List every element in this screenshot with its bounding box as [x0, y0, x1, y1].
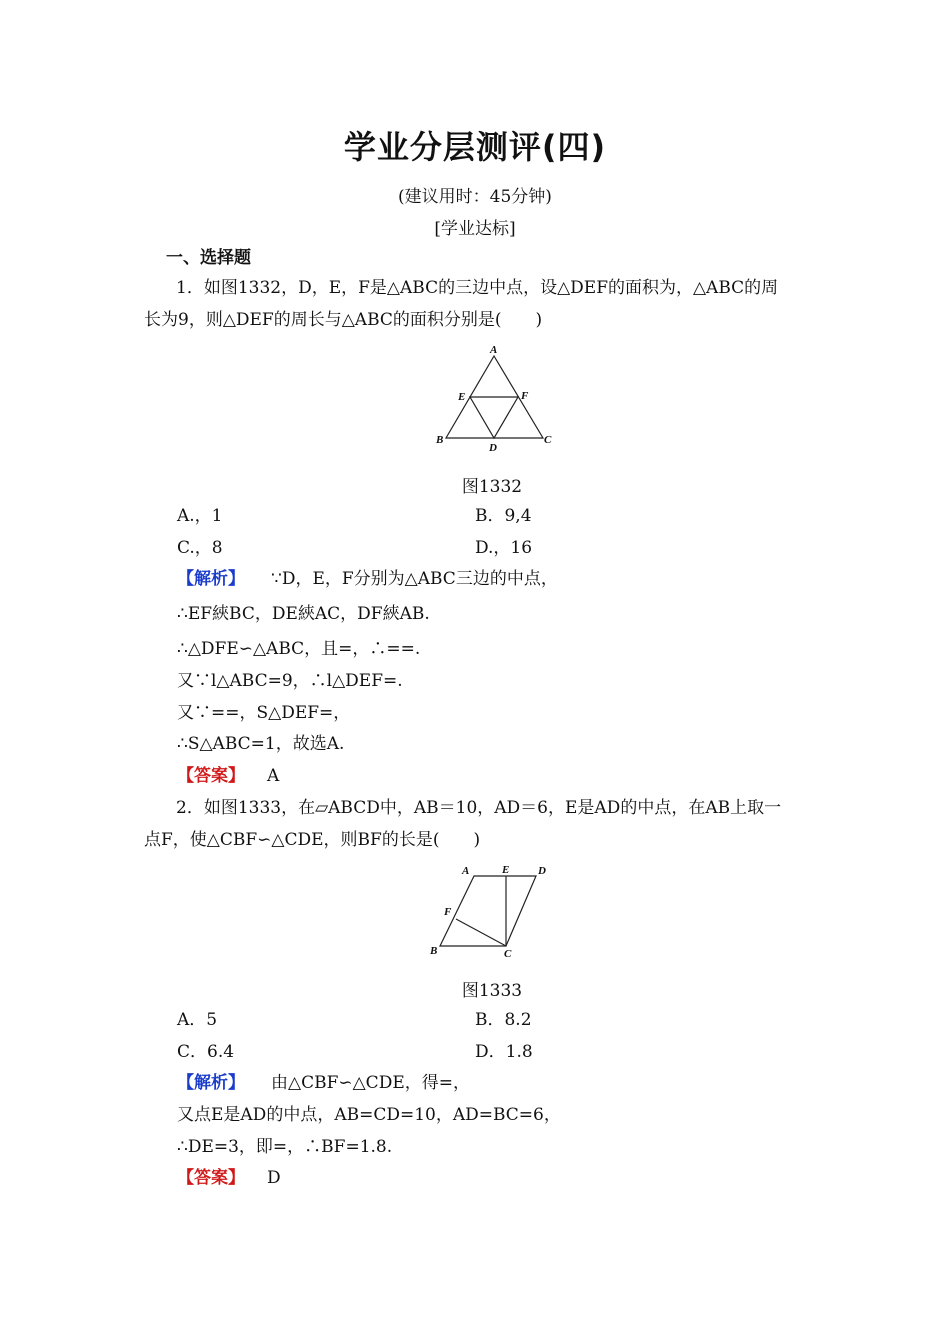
q1-answer: A: [267, 766, 280, 786]
page-title: 学业分层测评(四): [343, 128, 607, 166]
fig2-label-c: C: [504, 948, 512, 960]
q1-analysis-line: ∴S△ABC=1，故选A.: [177, 734, 345, 754]
time-note: (建议用时：45分钟): [398, 187, 552, 207]
q2-option-a: A．5: [177, 1010, 218, 1030]
parallelogram-abcd: [440, 876, 536, 946]
q2-answer-tag: 【答案】: [177, 1168, 245, 1188]
q2-analysis-line: ∴DE=3，即=，∴BF=1.8.: [177, 1137, 393, 1157]
q1-option-b: B．9,4: [475, 506, 532, 526]
segment-fc: [456, 919, 506, 946]
triangle-def: [470, 397, 518, 438]
section-heading: 一、选择题: [166, 248, 251, 268]
fig2-label-d: D: [538, 865, 546, 877]
fig1-label-f: F: [521, 390, 529, 402]
level-heading: [学业达标]: [434, 219, 516, 239]
q2-answer: D: [267, 1168, 281, 1188]
fig2-label-f: F: [444, 906, 452, 918]
q2-option-c: C．6.4: [177, 1042, 235, 1062]
q2-analysis-row: [177, 1071, 470, 1095]
q1-option-d: D.，16: [475, 538, 533, 558]
q2-stem-line1: 2．如图1333，在▱ABCD中，AB＝10，AD＝6，E是AD的中点，在AB上取一: [176, 798, 782, 818]
q1-analysis-line: ∴△DFE∽△ABC，且=，∴==.: [177, 639, 421, 659]
q2-analysis-line: 由△CBF∽△CDE，得=，: [271, 1073, 470, 1093]
q1-option-c: C.，8: [177, 538, 223, 558]
q1-stem-line2: 长为9，则△DEF的周长与△ABC的面积分别是( ): [144, 310, 543, 330]
q2-option-b: B．8.2: [475, 1010, 532, 1030]
q1-answer-tag: 【答案】: [177, 766, 245, 786]
figure-1332-caption: 图1332: [461, 477, 523, 497]
figure-1333-caption: 图1333: [461, 981, 523, 1001]
q1-analysis-line: 又∵==，S△DEF=，: [177, 703, 351, 723]
q1-analysis-row: [177, 567, 558, 591]
figure-1333: [424, 862, 560, 962]
q2-analysis-line: 又点E是AD的中点，AB=CD=10，AD=BC=6，: [177, 1105, 561, 1125]
q1-analysis-line: ∵D，E，F分别为△ABC三边的中点，: [271, 569, 558, 589]
fig2-label-a: A: [462, 865, 470, 877]
fig2-label-e: E: [502, 864, 510, 876]
figure-1332: [430, 342, 560, 457]
q1-analysis-line: ∴EF綊BC，DE綊AC，DF綊AB.: [177, 604, 430, 624]
q2-option-d: D．1.8: [475, 1042, 533, 1062]
q1-analysis-tag: 【解析】: [177, 569, 245, 589]
fig1-label-c: C: [544, 434, 552, 446]
fig1-label-e: E: [458, 391, 466, 403]
fig1-label-d: D: [489, 442, 497, 454]
q2-stem-line2: 点F，使△CBF∽△CDE，则BF的长是( ): [144, 830, 481, 850]
fig1-label-a: A: [490, 344, 498, 356]
fig1-label-b: B: [436, 434, 444, 446]
q1-option-a: A.，1: [177, 506, 223, 526]
q2-analysis-tag: 【解析】: [177, 1073, 245, 1093]
q1-analysis-line: 又∵l△ABC=9，∴l△DEF=.: [177, 671, 403, 691]
q2-answer-row: [177, 1166, 281, 1190]
q1-stem-line1: 1．如图1332，D，E，F是△ABC的三边中点，设△DEF的面积为，△ABC的周: [176, 278, 779, 298]
q1-answer-row: [177, 764, 279, 788]
fig2-label-b: B: [430, 945, 438, 957]
